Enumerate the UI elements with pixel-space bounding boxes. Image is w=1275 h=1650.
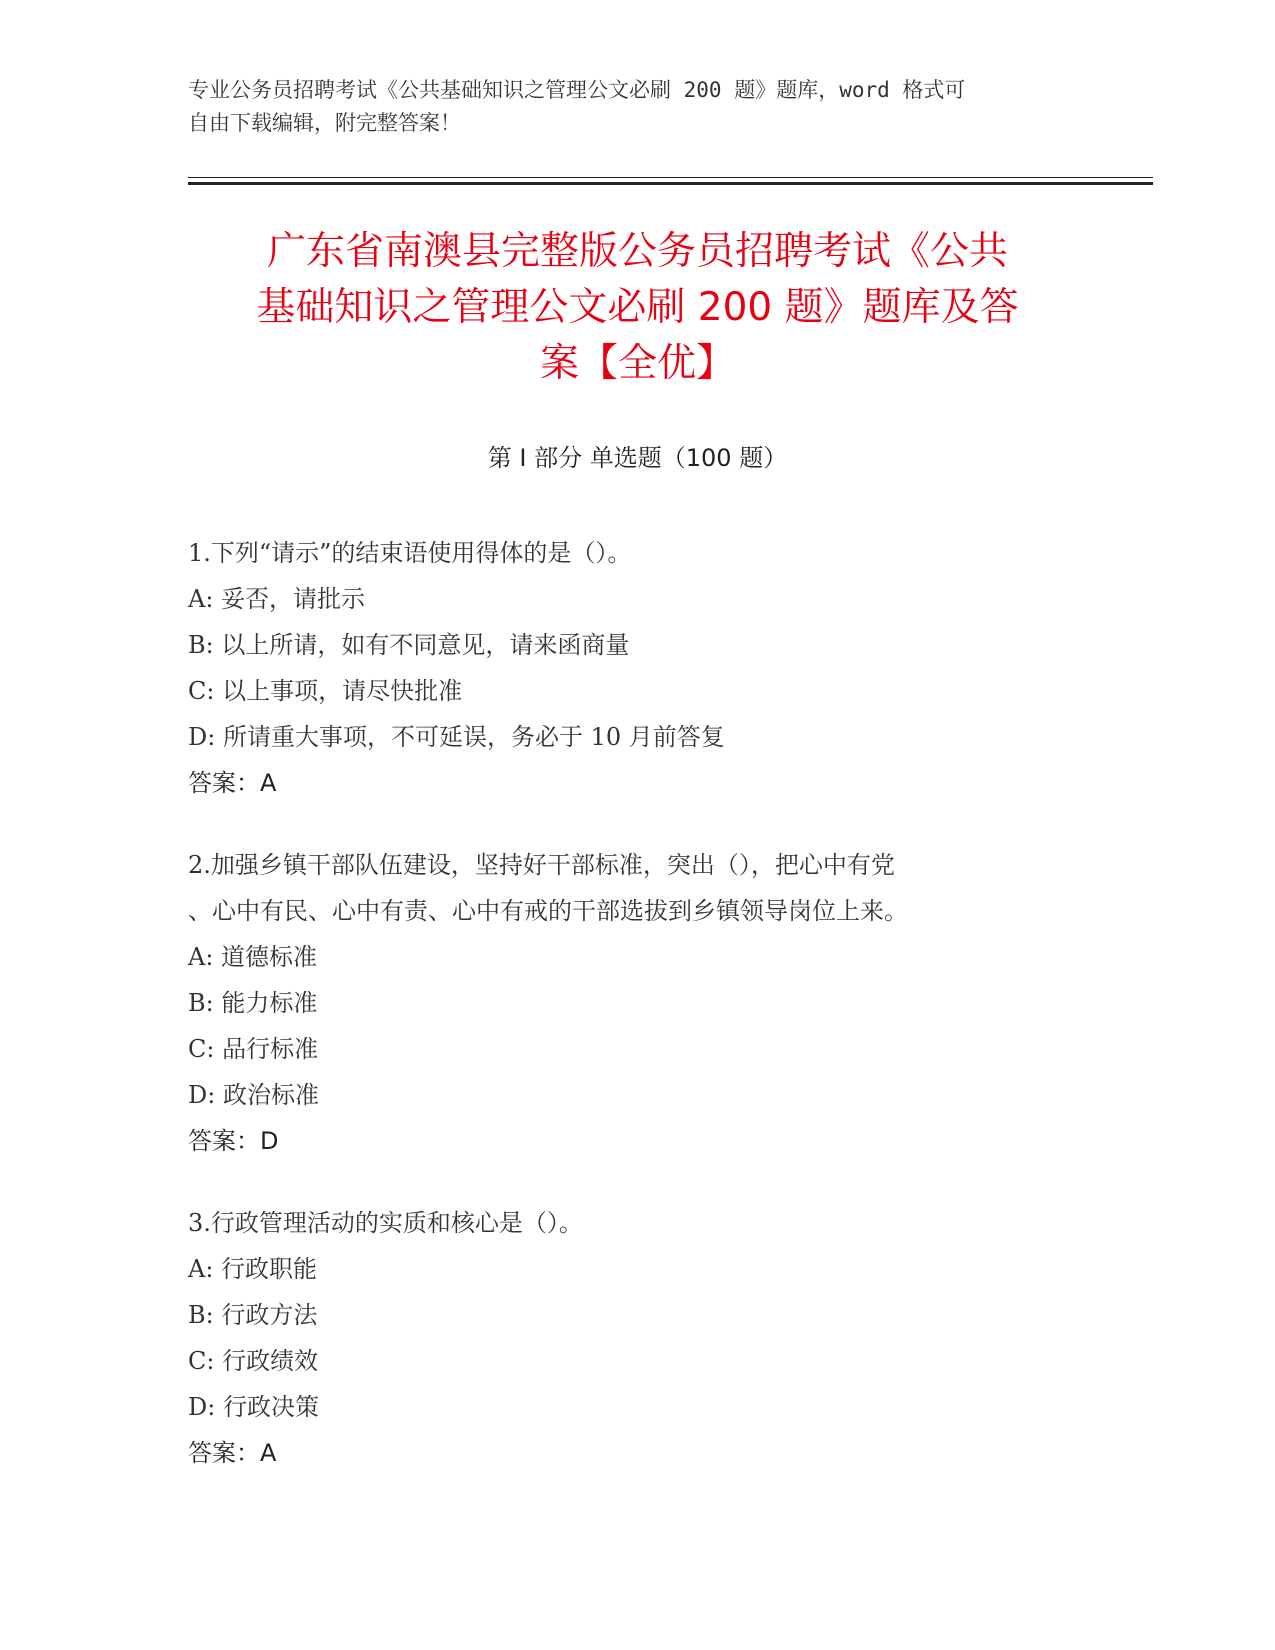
option-b: B: 能力标准	[188, 989, 318, 1017]
header-rule-thick	[188, 182, 1153, 185]
question-1	[188, 530, 1088, 806]
option-d: D: 政治标准	[188, 1081, 319, 1109]
option-d: D: 行政决策	[188, 1393, 319, 1421]
question-stem: 3.行政管理活动的实质和核心是（）。	[188, 1209, 583, 1237]
option-d: D: 所请重大事项，不可延误，务必于 10 月前答复	[188, 723, 725, 751]
option-a: A: 妥否，请批示	[188, 585, 366, 613]
option-a: A: 道德标准	[188, 943, 318, 971]
answer: 答案：A	[188, 1439, 277, 1467]
question-stem-continued: 、心中有民、心中有责、心中有戒的干部选拔到乡镇领导岗位上来。	[188, 897, 908, 925]
section-title: 第 I 部分 单选题（100 题）	[487, 444, 788, 472]
header-note-line-1: 专业公务员招聘考试《公共基础知识之管理公文必刷 200 题》题库，word 格式可	[188, 78, 966, 102]
title-line-1: 广东省南澳县完整版公务员招聘考试《公共	[266, 229, 1008, 274]
header-rule-thin	[188, 177, 1153, 178]
answer: 答案：A	[188, 769, 277, 797]
header-note	[188, 74, 1088, 140]
question-list	[188, 530, 1088, 1512]
option-c: C: 行政绩效	[188, 1347, 319, 1375]
answer: 答案：D	[188, 1127, 279, 1155]
title-line-3: 案【全优】	[539, 341, 735, 386]
option-a: A: 行政职能	[188, 1255, 318, 1283]
question-3	[188, 1200, 1088, 1476]
title-line-2: 基础知识之管理公文必刷 200 题》题库及答	[256, 285, 1019, 330]
option-c: C: 以上事项，请尽快批准	[188, 677, 463, 705]
question-stem: 1.下列“请示”的结束语使用得体的是（）。	[188, 539, 632, 567]
option-b: B: 以上所请，如有不同意见，请来函商量	[188, 631, 630, 659]
header-note-line-2: 自由下载编辑，附完整答案！	[188, 111, 461, 135]
option-c: C: 品行标准	[188, 1035, 319, 1063]
document-title	[190, 224, 1085, 392]
option-b: B: 行政方法	[188, 1301, 318, 1329]
question-2	[188, 842, 1088, 1164]
question-stem: 2.加强乡镇干部队伍建设，坚持好干部标准，突出（），把心中有党	[188, 851, 895, 879]
